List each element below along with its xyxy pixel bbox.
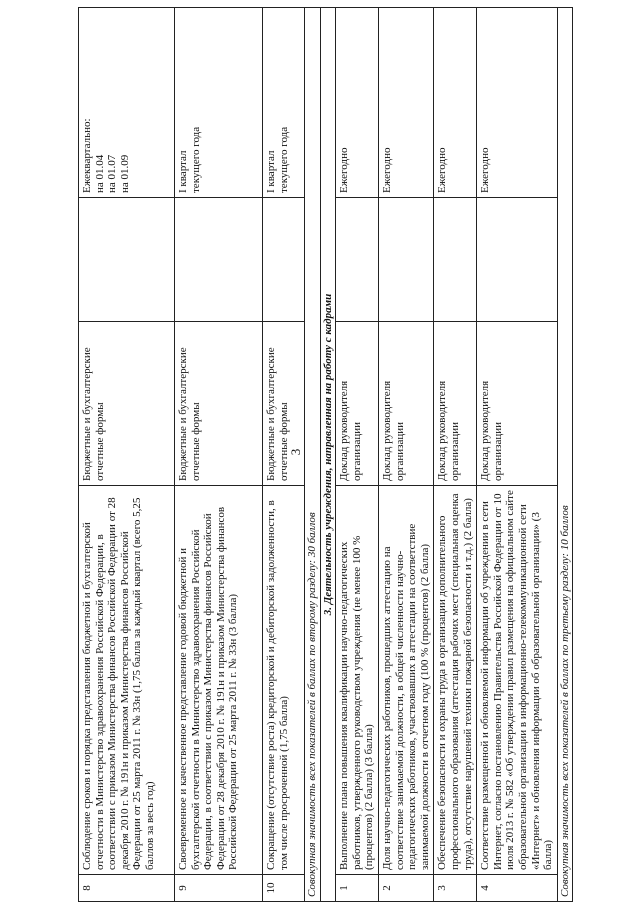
deadline-line: текущего года — [189, 126, 202, 193]
indicators-table — [78, 7, 573, 902]
row-number: 8 — [79, 875, 175, 902]
period-text — [263, 198, 305, 322]
row-number: 1 — [336, 875, 379, 902]
deadline-text: Ежегодно — [378, 8, 433, 198]
deadline-line: на 01.04 — [93, 154, 106, 193]
deadline-line: Ежеквартально: — [81, 118, 93, 193]
deadline-text: Ежегодно — [434, 8, 477, 198]
source-text: Бюджетные и бухгалтерские отчетные формы — [263, 322, 305, 486]
deadline-line: текущего года — [277, 126, 290, 193]
deadline-line: I квартал — [177, 150, 189, 193]
deadline-line: на 01.07 — [106, 154, 119, 193]
indicator-text: Своевременное и качественное представление годовой бюджетной и бухгалтерской отчетности в Министерство здравоохранения Российской Федерации, в соответствии с приказом Министерства финансов Российской Федерации от 28 декабря 2010 г. № 191н и приказом Министерства финансов Российской Федерации от 25 марта 2011 г. № 33н (3 балла) — [175, 486, 263, 875]
source-text: Бюджетные и бухгалтерские отчетные формы — [175, 322, 263, 486]
deadline-line: I квартал — [265, 150, 277, 193]
source-text: Бюджетные и бухгалтерские отчетные формы — [79, 322, 175, 486]
source-text: Доклад руководителя организации — [336, 322, 379, 486]
period-text — [336, 198, 379, 322]
indicator-text: Выполнение плана повышения квалификации научно-педагогических работников, утвержденного руководством учреждения (не менее 100 % (процентов) (2 балла) (3 балла) — [336, 486, 379, 875]
deadline-text: Ежегодно — [477, 8, 558, 198]
section-heading: 3. Деятельность учреждения, направленная на работу с кадрами — [320, 8, 336, 902]
indicator-text: Соответствие размещенной и обновляемой информации об учреждении в сети Интернет, согласно постановлению Правительства Российской Федерации от 10 июля 2013 г. № 582 «Об утверждении правил размещения на официальном сайте образовательной организации в информационно-телекоммуникационной сети «Интернет» и обновления информации об образовательной организации» (3 балла) — [477, 486, 558, 875]
table-row — [175, 8, 263, 902]
row-number: 10 — [263, 875, 305, 902]
row-number: 4 — [477, 875, 558, 902]
period-text — [79, 198, 175, 322]
table-row — [79, 8, 175, 902]
source-text: Доклад руководителя организации — [434, 322, 477, 486]
period-text — [378, 198, 433, 322]
section-total-row — [305, 8, 321, 902]
section-total-text: Совокупная значимость всех показателей в баллах по второму разделу: 30 баллов — [305, 8, 321, 902]
indicator-text: Соблюдение сроков и порядка представления бюджетной и бухгалтерской отчетности в Министерство здравоохранения Российской Федерации, в соответствии с приказом Министерства финансов Российской Федерации от 28 декабря 2010 г. № 191н и приказом Министерства финансов Российской Федерации от 25 марта 2011 г. № 33н (1,75 балла за каждый квартал (всего 5,25 баллов за весь год) — [79, 486, 175, 875]
row-number: 2 — [378, 875, 433, 902]
table-row — [477, 8, 558, 902]
section-total-text: Совокупная значимость всех показателей в баллах по третьему разделу: 10 баллов — [557, 8, 573, 902]
indicator-text: Обеспечение безопасности и охраны труда в организации дополнительного профессионального образования (аттестация рабочих мест (специальная оценка труда), отсутствие нарушений техники пожарной безопасности и т.д.) (2 балла) — [434, 486, 477, 875]
rotated-table-frame — [76, 0, 636, 905]
deadline-line: на 01.09 — [118, 154, 131, 193]
table-row — [434, 8, 477, 902]
deadline-text: Ежегодно — [336, 8, 379, 198]
period-text — [175, 198, 263, 322]
section-heading-row — [320, 8, 336, 902]
period-text — [477, 198, 558, 322]
indicator-text: Доля научно-педагогических работников, прошедших аттестацию на соответствие занимаемой должности, в общей численности научно-педагогических работников, участвовавших в аттестации на соответствие занимаемой должности в отчетном году (100 % (процентов) (2 балла) — [378, 486, 433, 875]
table-row — [263, 8, 305, 902]
deadline-text — [79, 8, 175, 198]
row-number: 3 — [434, 875, 477, 902]
deadline-text — [175, 8, 263, 198]
source-text: Доклад руководителя организации — [477, 322, 558, 486]
indicator-text: Сокращение (отсутствие роста) кредиторской и дебиторской задолженности, в том числе просроченной (1,75 балла) — [263, 486, 305, 875]
section-total-row — [557, 8, 573, 902]
table-row — [336, 8, 379, 902]
row-number: 9 — [175, 875, 263, 902]
period-text — [434, 198, 477, 322]
deadline-text — [263, 8, 305, 198]
table-row — [378, 8, 433, 902]
source-text: Доклад руководителя организации — [378, 322, 433, 486]
page-number: 3 — [288, 448, 303, 456]
